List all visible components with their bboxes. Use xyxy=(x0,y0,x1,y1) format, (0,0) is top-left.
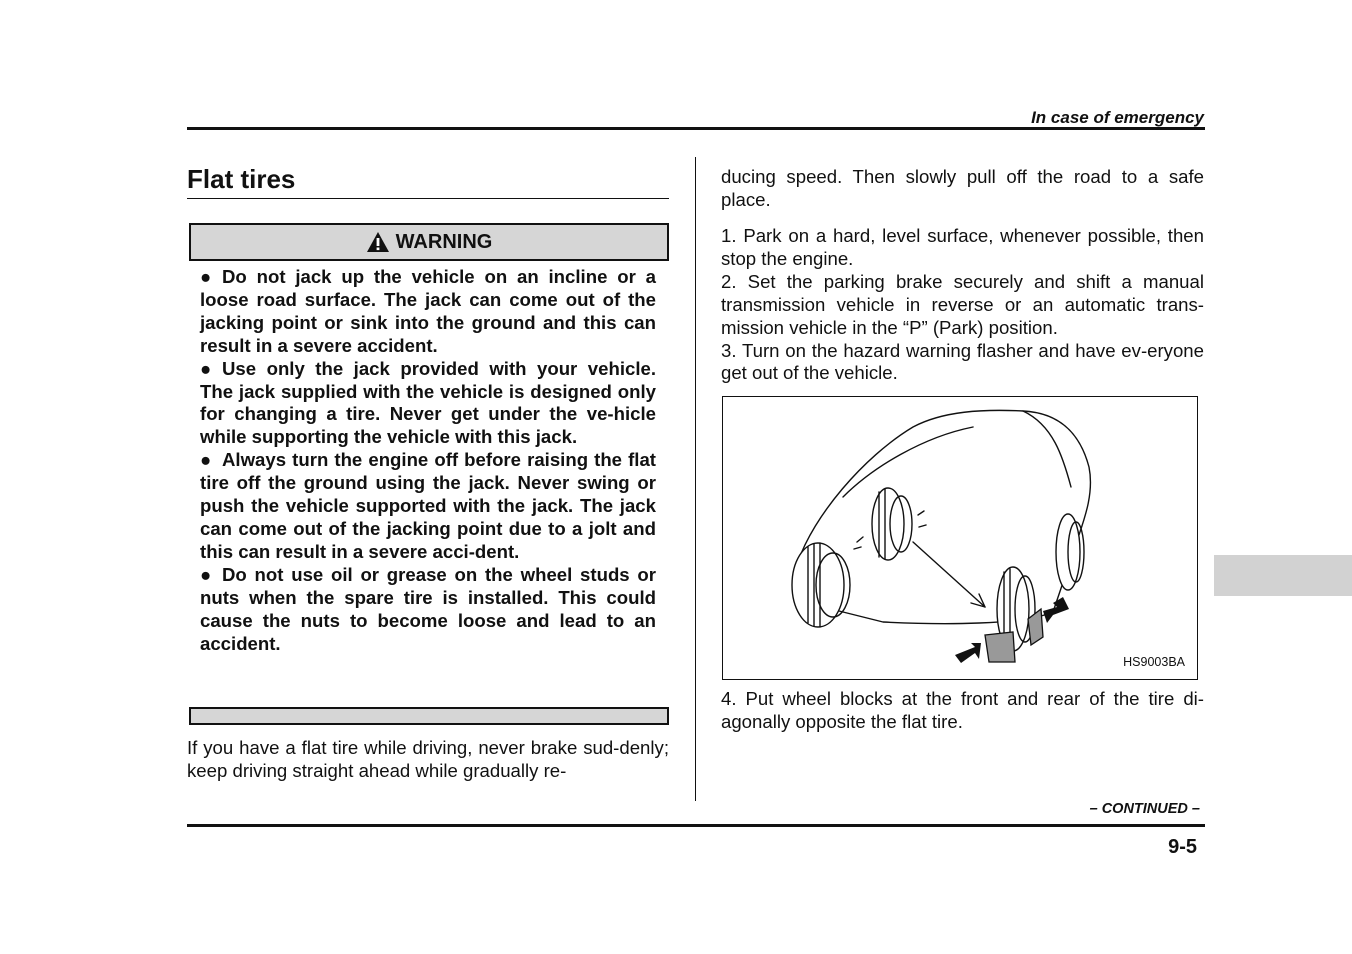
warning-item: ● Do not use oil or grease on the wheel studs or nuts when the spare tire is installed. This could cause the nuts to become loose and lead to an accident. xyxy=(200,563,656,654)
warning-item-text: Do not jack up the vehicle on an incline or a loose road surface. The jack can come out of the jacking point or sink into the ground and this can result in a severe accident. xyxy=(200,266,656,356)
warning-item-text: Always turn the engine off before raising the flat tire off the ground using the jack. Never swing or push the vehicle supported with the jack. The jack can come out of the jacking point due to a jolt and this can result in a severe acci-dent. xyxy=(200,449,656,562)
page-title: Flat tires xyxy=(187,164,296,194)
title-rule xyxy=(187,198,669,199)
step-1: 1. Park on a hard, level surface, whenever possible, then stop the engine. xyxy=(721,225,1204,269)
header-rule xyxy=(187,127,1205,130)
intro-paragraph-left: If you have a flat tire while driving, never brake sud-denly; keep driving straight ahead while gradually re- xyxy=(187,737,669,781)
column-divider xyxy=(695,157,696,801)
car-wheel-blocks-illustration xyxy=(723,397,1196,678)
warning-label: WARNING xyxy=(395,230,493,253)
section-title: In case of emergency xyxy=(1031,108,1204,127)
warning-item-text: Do not use oil or grease on the wheel studs or nuts when the spare tire is installed. This could cause the nuts to become loose and lead to an accident. xyxy=(200,563,656,654)
chapter-tab xyxy=(1214,555,1352,596)
warning-triangle-icon xyxy=(366,231,390,253)
footer-rule xyxy=(187,824,1205,827)
warning-banner xyxy=(189,223,669,261)
figure-box xyxy=(722,396,1198,680)
warning-end-bar xyxy=(189,707,669,725)
warning-item: ● Use only the jack provided with your vehicle. The jack supplied with the vehicle is designed only for changing a tire. Never get under the ve-hicle while supporting the vehicle with this jack. xyxy=(200,357,656,448)
intro-paragraph-right: ducing speed. Then slowly pull off the road to a safe place. xyxy=(721,166,1204,210)
continued-label: – CONTINUED – xyxy=(1089,801,1200,817)
warning-item: ● Do not jack up the vehicle on an incline or a loose road surface. The jack can come out of the jacking point or sink into the ground and this can result in a severe accident. xyxy=(200,266,656,356)
warning-item: ● Always turn the engine off before raising the flat tire off the ground using the jack. Never swing or push the vehicle supported with the jack. The jack can come out of the jacking point due to a jolt and this can result in a severe acci-dent. xyxy=(200,449,656,562)
step-4: 4. Put wheel blocks at the front and rear of the tire di-agonally opposite the flat tire. xyxy=(721,688,1204,732)
step-3: 3. Turn on the hazard warning flasher and have ev-eryone get out of the vehicle. xyxy=(721,339,1204,384)
warning-item-text: Use only the jack provided with your vehicle. The jack supplied with the vehicle is designed only for changing a tire. Never get under the ve-hicle while supporting the vehicle with this jack. xyxy=(200,357,656,448)
steps-list xyxy=(721,225,1204,385)
step-2: 2. Set the parking brake securely and shift a manual transmission vehicle in reverse or an automatic trans-mission vehicle in the “P” (Park) position. xyxy=(721,270,1204,338)
warning-list xyxy=(200,266,656,655)
figure-code: HS9003BA xyxy=(1123,655,1185,669)
page-number: 9-5 xyxy=(1168,836,1197,858)
